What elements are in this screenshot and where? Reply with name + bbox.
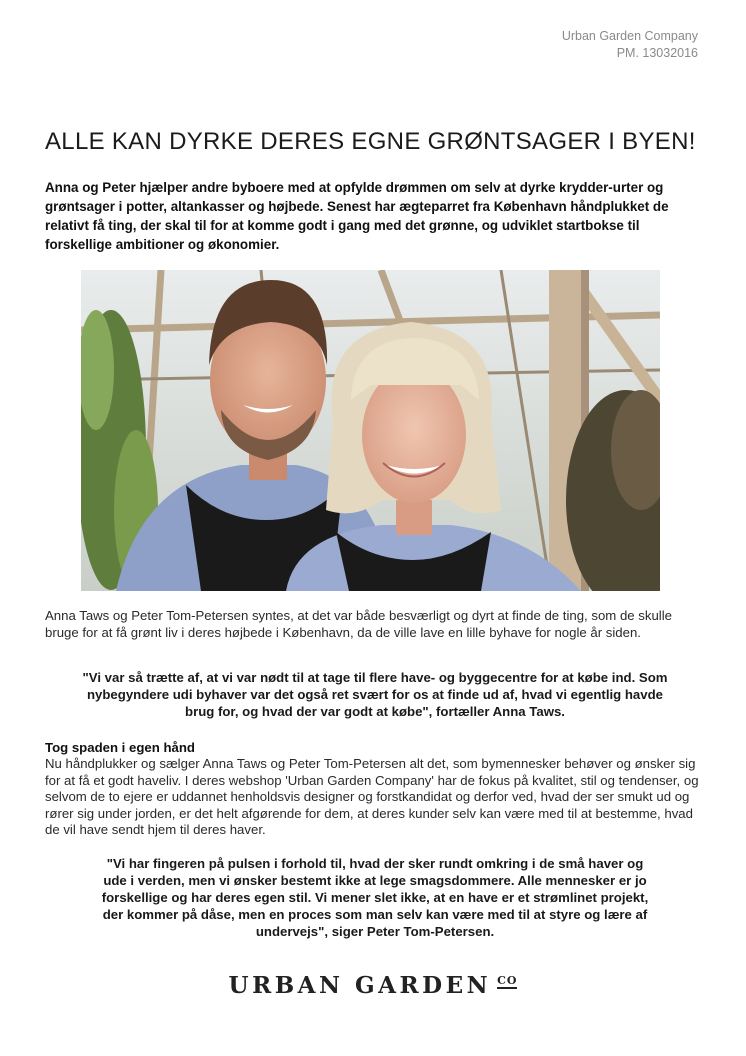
paragraph-webshop: Nu håndplukker og sælger Anna Taws og Peter Tom-Petersen alt det, som bymennesker behøver og ønsker sig for at få et godt haveliv. I deres webshop 'Urban Garden Company' har de fokus på kvalitet, stil og tendenser, og selvom de to ejere er uddannet henholdsvis designer og forstkandidat og derfor ved, hvad der ser smukt ud og rører sig under jorden, er det helt afgørende for dem, at deres kunder selv kan være med til at bestemme, hvad de vil have sendt hjem til deres haver.	[45, 756, 699, 838]
header-meta	[562, 28, 698, 62]
lead-paragraph: Anna og Peter hjælper andre byboere med at opfylde drømmen om selv at dyrke krydder-urter og grøntsager i potter, altankasser og højbede. Senest har ægteparret fra København håndplukket de relativt få ting, der skal til for at komme godt i gang med det grønne, og udviklet startbokse til forskellige ambitioner og økonomier.	[45, 180, 669, 252]
urban-garden-logo	[0, 972, 746, 999]
article-title: ALLE KAN DYRKE DERES EGNE GRØNTSAGER I BYEN!	[45, 128, 696, 155]
quote-anna: "Vi var så trætte af, at vi var nødt til at tage til flere have- og byggecentre for at købe ind. Som nybegyndere udi byhaver var det også ret svært for os at finde ud af, hvad vi egentlig havde brug for, og hvad der var godt at købe", fortæller Anna Taws.	[82, 670, 668, 719]
section-subheading: Tog spaden i egen hånd	[45, 740, 195, 755]
greenhouse-portrait-image	[81, 270, 660, 591]
press-release-number: PM. 13032016	[616, 46, 698, 60]
logo-wordmark: URBAN GARDEN	[228, 972, 492, 999]
company-name: Urban Garden Company	[561, 29, 698, 43]
paragraph-intro: Anna Taws og Peter Tom-Petersen syntes, at det var både besværligt og dyrt at finde de ting, som de skulle bruge for at få grønt liv i deres højbede i København, da de ville lave en lille byhave for nogle år siden.	[45, 608, 672, 640]
couple-photo	[81, 270, 660, 591]
quote-peter: "Vi har fingeren på pulsen i forhold til, hvad der sker rundt omkring i de små haver og ude i verden, men vi ønsker bestemt ikke at lege smagsdommere. Alle mennesker er jo forskellige og har deres egen stil. Vi mener slet ikke, at en have er et strømlinet projekt, der kommer på dåse, men en proces som man selv kan være med til at styre og lære af undervejs", siger Peter Tom-Petersen.	[101, 856, 649, 939]
logo-co-mark: CO	[497, 974, 518, 987]
